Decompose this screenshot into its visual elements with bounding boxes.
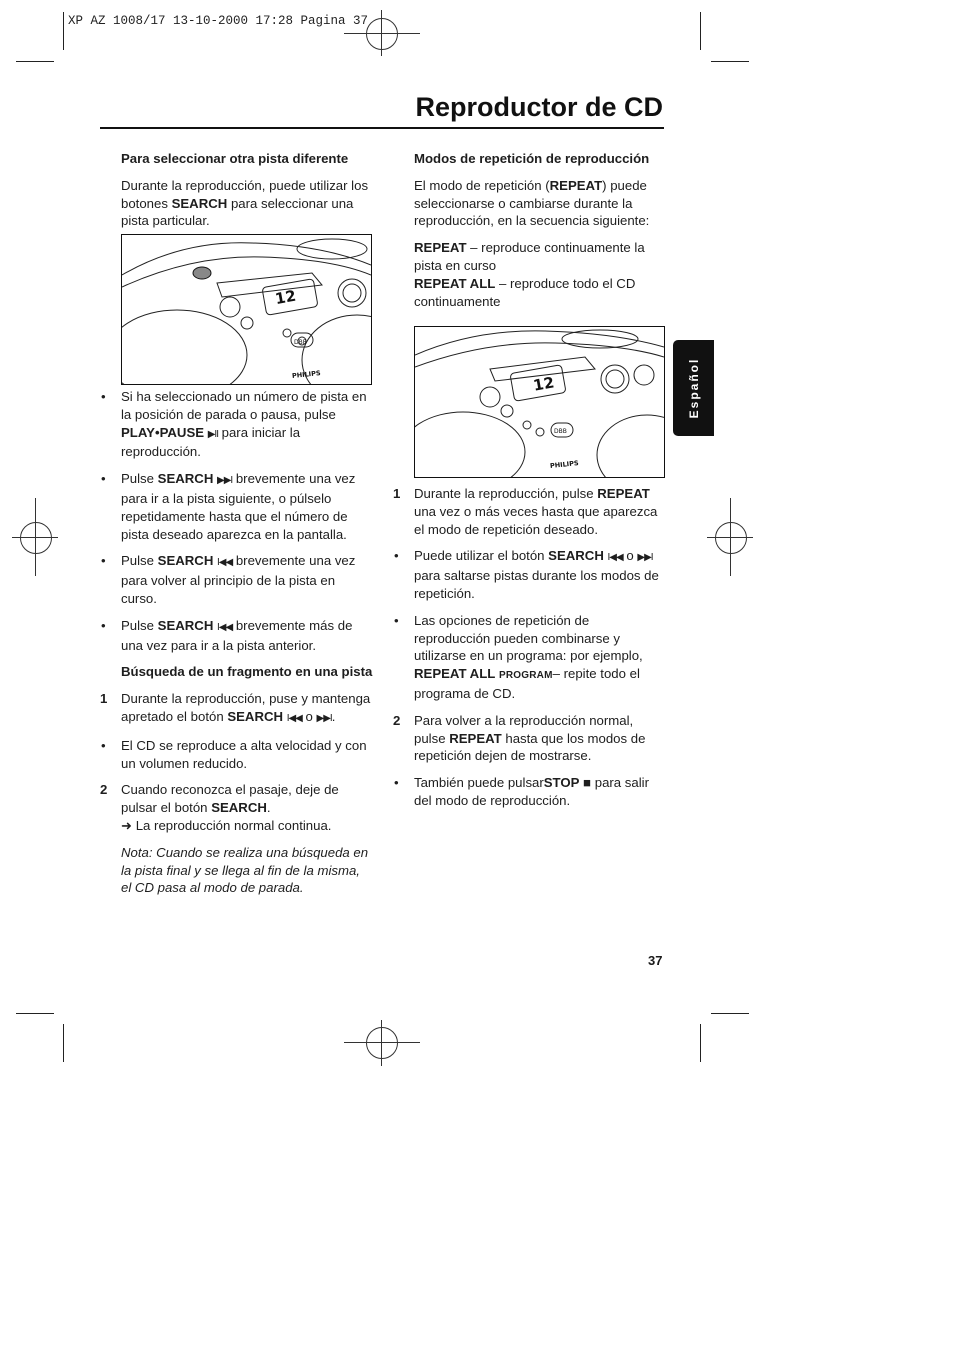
dbb-label: DBB: [294, 339, 307, 346]
text: hasta que los modos de repetición dejen de mostrarse.: [414, 730, 646, 764]
language-tab: [673, 340, 714, 436]
small-caps-term: PROGRAM: [499, 670, 553, 682]
text: Puede utilizar el botón: [414, 548, 549, 564]
page-title: Reproductor de CD: [415, 92, 663, 122]
bold-term: REPEAT: [449, 730, 502, 746]
crop-mark: [711, 1013, 749, 1014]
previous-track-icon: I◀◀: [217, 557, 233, 569]
left-bullets: [100, 388, 373, 906]
bold-term: SEARCH: [211, 800, 267, 816]
cd-player-drawing: [415, 327, 664, 477]
stop-icon: ■: [583, 775, 592, 791]
bold-term: SEARCH: [227, 708, 284, 724]
bold-term: PLAY•PAUSE: [121, 424, 205, 440]
crop-mark: [63, 12, 64, 50]
bold-term: SEARCH: [157, 471, 214, 487]
text: Las opciones de repetición de reproducción pueden combinarse y utilizarse en un programa: por ejemplo,: [414, 612, 643, 664]
text: .: [266, 800, 271, 816]
text: La reproducción normal continua.: [132, 817, 332, 833]
text: brevemente una vez para volver al principio de la pista en curso.: [121, 553, 356, 606]
crop-mark: [16, 1013, 54, 1014]
display-digits: 12: [273, 286, 298, 309]
bullet-item: [101, 388, 373, 461]
numbered-step: [393, 485, 666, 538]
bold-term: REPEAT ALL: [414, 666, 496, 682]
text: El CD se reproduce a alta velocidad y con un volumen reducido.: [121, 737, 367, 771]
text: El modo de repetición (: [414, 177, 550, 193]
bullet-mark: •: [101, 471, 106, 487]
bullet-mark: •: [394, 775, 399, 791]
bullet-mark: •: [101, 737, 106, 753]
crop-mark: [63, 1024, 64, 1062]
bold-term: SEARCH: [157, 617, 214, 633]
bullet-item: [101, 737, 373, 773]
text: – reproduce todo el CD continuamente: [414, 275, 636, 309]
text: o: [301, 708, 317, 724]
text: Pulse: [121, 617, 158, 633]
text: – repite todo el programa de CD.: [414, 666, 640, 701]
bold-term: REPEAT: [414, 240, 467, 256]
bullet-mark: •: [101, 389, 106, 404]
text: ) puede seleccionarse o cambiarse durante la reproducción, en la secuencia siguiente:: [414, 177, 650, 229]
next-track-icon: ▶▶I: [217, 475, 233, 487]
text: o: [622, 548, 638, 564]
text: para salir del modo de reproducción.: [414, 775, 649, 808]
text: para seleccionar una pista particular.: [121, 195, 354, 229]
previous-track-icon: I◀◀: [217, 621, 233, 633]
section-heading: Para seleccionar otra pista diferente: [121, 151, 349, 166]
section-heading: Búsqueda de un fragmento en una pista: [121, 664, 373, 680]
text: una vez o más veces hasta que aparezca el modo de repetición deseado.: [414, 503, 658, 537]
next-track-icon: ▶▶I: [316, 712, 332, 724]
bold-term: REPEAT: [597, 486, 650, 501]
cd-player-illustration-1: [121, 234, 372, 385]
cd-player-drawing: [122, 235, 371, 384]
previous-track-icon: I◀◀: [286, 712, 302, 724]
right-steps: [393, 485, 666, 819]
crop-mark: [711, 61, 749, 62]
text: – reproduce continuamente la pista en curso: [414, 240, 645, 273]
numbered-step: [100, 690, 373, 728]
next-track-icon: ▶▶I: [637, 552, 653, 564]
crop-mark: [700, 12, 701, 50]
left-section-select-track: [121, 150, 371, 239]
page-number: 37: [648, 953, 663, 968]
bold-term: STOP: [543, 775, 580, 791]
bullet-item: [101, 470, 373, 543]
bullet-mark: •: [101, 553, 106, 569]
text: Para volver a la reproducción normal, pulse: [414, 712, 634, 746]
brand-label: PHILIPS: [291, 369, 321, 381]
note: Nota: Cuando se realiza una búsqueda en la pista final y se llega al fin de la misma, el CD pasa al modo de parada.: [121, 844, 369, 896]
display-digits: 12: [531, 373, 556, 395]
bold-term: SEARCH: [171, 195, 228, 211]
title-rule: [100, 127, 664, 129]
bullet-item: [394, 774, 666, 810]
text: También puede pulsar: [414, 775, 544, 791]
bold-term: SEARCH: [548, 548, 604, 564]
text: para saltarse pistas durante los modos de repetición.: [414, 568, 659, 601]
numbered-step: [393, 712, 666, 765]
numbered-step: [100, 781, 373, 834]
print-header: XP AZ 1008/17 13-10-2000 17:28 Pagina 37: [68, 14, 369, 28]
cd-player-illustration-2: [414, 326, 665, 478]
brand-label: PHILIPS: [549, 459, 579, 471]
text: Pulse: [121, 471, 158, 487]
text: Cuando reconozca el pasaje, deje de pulsar el botón: [121, 782, 339, 816]
language-tab-label: Español: [686, 357, 701, 419]
bullet-item: [101, 552, 373, 607]
bullet-mark: •: [394, 612, 399, 628]
step-number: 2: [393, 712, 401, 728]
text: Durante la reproducción, puse y mantenga apretado el botón: [121, 691, 371, 724]
text: Pulse: [121, 553, 158, 569]
bullet-item: [394, 547, 666, 602]
text: brevemente más de una vez para ir a la pista anterior.: [121, 617, 353, 653]
step-number: 1: [393, 486, 401, 501]
bullet-item: [394, 612, 666, 703]
text: Durante la reproducción, puede utilizar los botones: [121, 177, 369, 211]
right-section-repeat-modes: [414, 150, 664, 319]
previous-track-icon: I◀◀: [607, 552, 623, 564]
bold-term: REPEAT: [549, 177, 603, 193]
step-number: 1: [100, 691, 108, 707]
section-heading: Modos de repetición de reproducción: [414, 151, 650, 166]
text: para iniciar la reproducción.: [121, 424, 301, 460]
text: Si ha seleccionado un número de pista en la posición de parada o pausa, pulse: [121, 389, 367, 422]
text: Durante la reproducción, pulse: [414, 486, 598, 501]
crop-mark: [700, 1024, 701, 1062]
arrow-icon: ➜: [121, 817, 133, 833]
bullet-mark: •: [101, 617, 106, 633]
bold-term: REPEAT ALL: [414, 275, 496, 291]
text: .: [331, 708, 336, 724]
step-number: 2: [100, 782, 108, 798]
crop-mark: [16, 61, 54, 62]
bullet-item: [101, 617, 373, 655]
dbb-label: DBB: [554, 428, 567, 435]
bullet-mark: •: [394, 548, 399, 564]
bold-term: SEARCH: [157, 553, 214, 569]
play-pause-icon: ▶II: [207, 428, 218, 440]
text: brevemente una vez para ir a la pista siguiente, o púlselo repetidamente hasta que el número de pista deseado aparezca en la pantalla.: [121, 471, 356, 542]
